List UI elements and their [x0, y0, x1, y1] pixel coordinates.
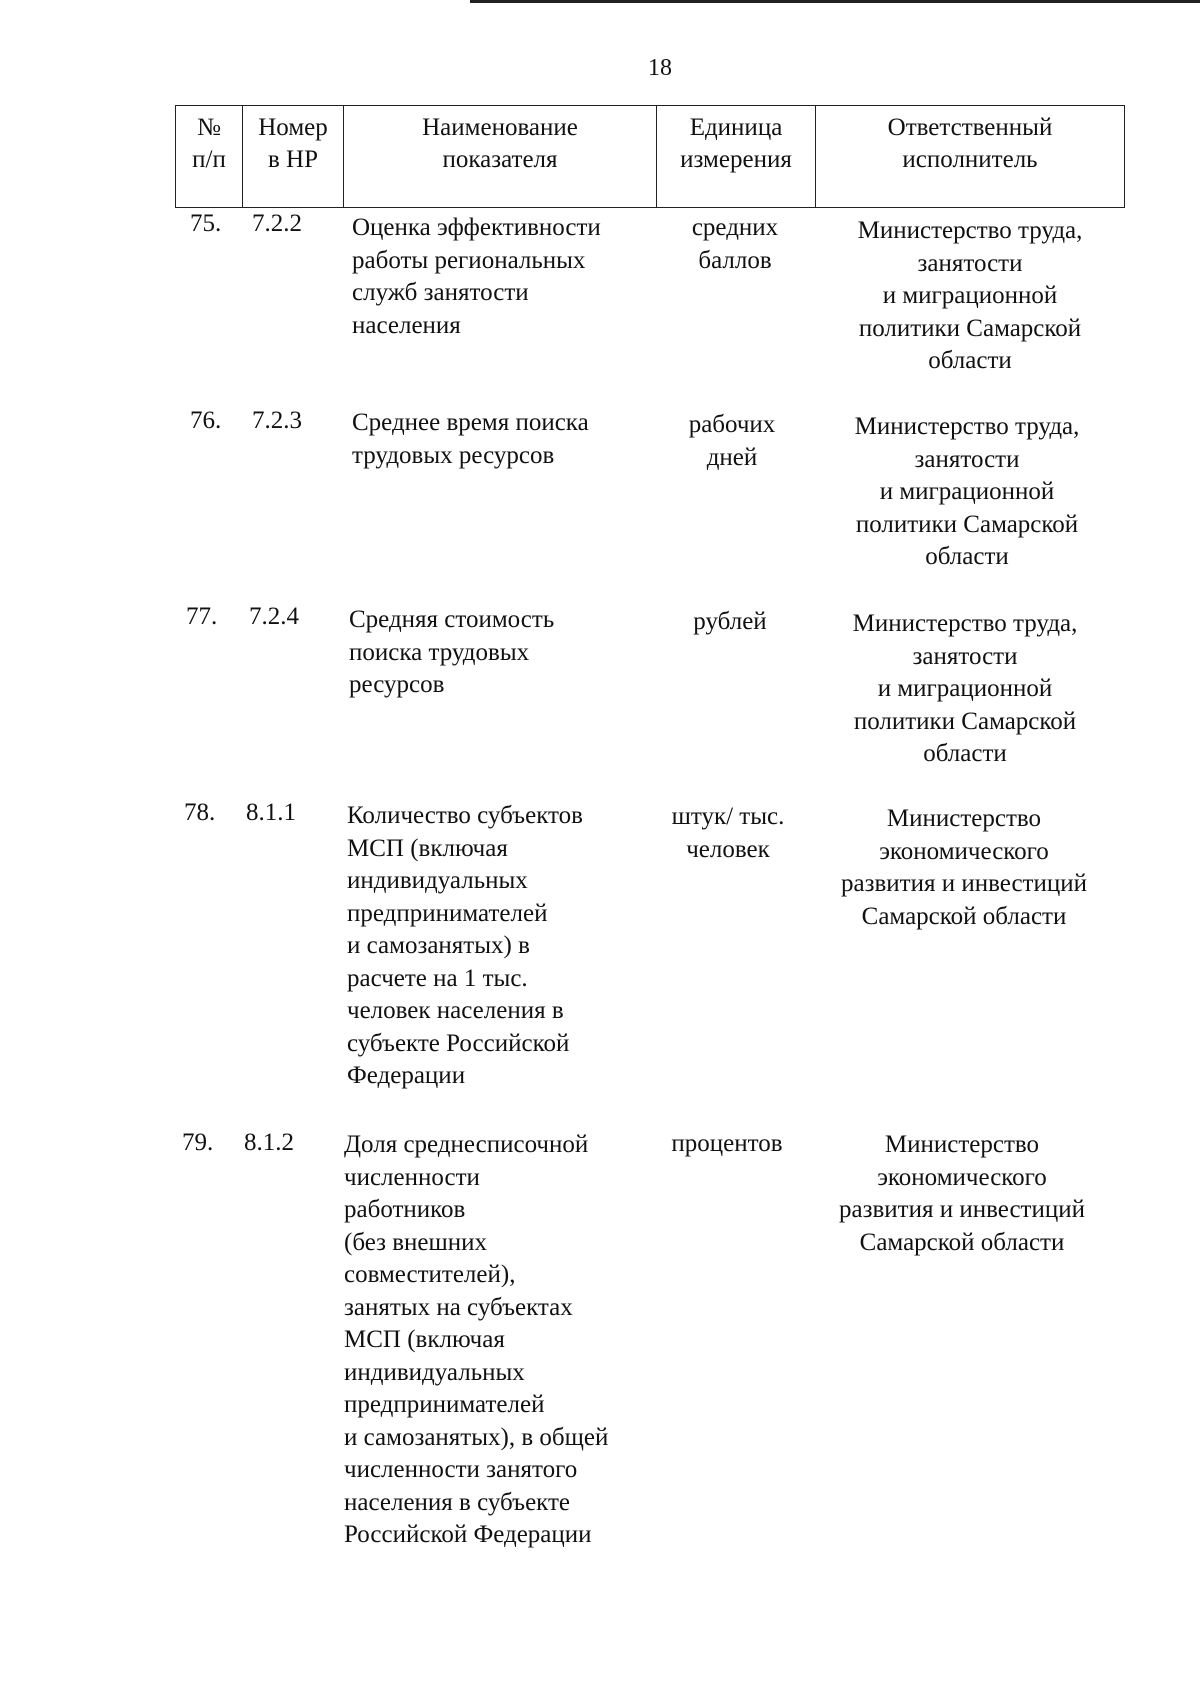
text-line: Министерство [886, 805, 1042, 832]
text-line: работников [344, 1196, 466, 1223]
text-line: процентов [671, 1130, 783, 1157]
header-col-responsible [815, 105, 1125, 208]
text-line: Министерство [884, 1131, 1040, 1158]
text-line: Количество субъектов [347, 802, 583, 829]
text-line: занятости [912, 642, 1018, 670]
text-line: развития и инвестиций [840, 870, 1087, 897]
text-line: экономического [877, 1163, 1047, 1191]
row-indicator-name [349, 604, 554, 702]
header-text: Номер [258, 114, 328, 141]
text-line: Самарской области [859, 1228, 1065, 1256]
row-number: 79. [182, 1129, 214, 1156]
text-line: Самарской области [861, 902, 1067, 930]
text-line: предпринимателей [347, 899, 548, 927]
header-text: измерения [680, 146, 792, 173]
row-code: 8.1.1 [246, 799, 296, 826]
header-text: Ответственный [887, 114, 1053, 141]
row-unit [648, 801, 808, 866]
text-line: и самозанятых) в [347, 932, 530, 959]
header-col-name [343, 105, 657, 208]
text-line: развития и инвестиций [838, 1196, 1085, 1223]
text-line: субъекте Российской [347, 1029, 570, 1057]
text-line: занятости [917, 249, 1023, 277]
text-line: человек населения в [347, 997, 564, 1024]
text-line: и миграционной [879, 478, 1055, 505]
text-line: человек [686, 835, 770, 863]
text-line: занятых на субъектах [344, 1293, 573, 1321]
text-line: численности занятого [344, 1456, 578, 1483]
page-number: 18 [648, 55, 672, 81]
row-indicator-name [352, 407, 589, 472]
text-line: (без внешних [344, 1228, 488, 1256]
text-line: Министерство труда, [857, 217, 1083, 244]
top-rule [470, 0, 1200, 3]
text-line: индивидуальных [347, 867, 528, 894]
header-col-code [242, 105, 344, 208]
row-number: 75. [190, 210, 222, 237]
text-line: населения в субъекте [344, 1488, 571, 1516]
header-text: п/п [192, 146, 226, 173]
header-text: показателя [442, 146, 558, 173]
text-line: экономического [879, 837, 1049, 865]
text-line: области [925, 543, 1009, 570]
row-unit [647, 1128, 807, 1161]
text-line: ресурсов [349, 671, 445, 698]
text-line: МСП (включая [344, 1326, 505, 1353]
row-number: 78. [184, 799, 216, 826]
text-line: политики Самарской [853, 707, 1077, 735]
header-text: Единица [689, 114, 783, 141]
text-line: Средняя стоимость [349, 606, 555, 633]
text-line: Министерство труда, [852, 610, 1078, 637]
header-text: Наименование [422, 114, 578, 141]
text-line: работы региональных [352, 246, 586, 274]
row-unit [655, 212, 815, 277]
row-number: 76. [190, 407, 222, 434]
text-line: дней [706, 443, 758, 471]
header-col-unit [656, 105, 816, 208]
text-line: служб занятости [352, 279, 529, 306]
header-col-number [175, 105, 243, 208]
header-text: № [197, 114, 221, 141]
text-line: индивидуальных [344, 1358, 525, 1386]
text-line: численности [344, 1163, 480, 1191]
row-code: 7.2.2 [252, 210, 302, 237]
text-line: занятости [914, 445, 1020, 473]
row-responsible [815, 215, 1125, 378]
row-responsible [806, 1129, 1118, 1259]
text-line: предпринимателей [344, 1391, 545, 1418]
text-line: совместителей), [344, 1261, 516, 1288]
text-line: Министерство труда, [854, 413, 1080, 440]
text-line: МСП (включая [347, 834, 508, 862]
text-line: и самозанятых), в общей [344, 1423, 609, 1451]
text-line: Федерации [347, 1062, 466, 1089]
text-line: штук/ тыс. [671, 803, 785, 830]
text-line: расчете на 1 тыс. [347, 964, 528, 992]
text-line: области [923, 740, 1007, 767]
row-unit [652, 409, 812, 474]
text-line: населения [352, 311, 461, 339]
row-responsible [810, 608, 1120, 771]
text-line: трудовых ресурсов [352, 441, 555, 469]
text-line: политики Самарской [855, 510, 1079, 538]
row-number: 77. [186, 603, 218, 630]
text-line: рабочих [688, 411, 776, 438]
row-code: 7.2.4 [249, 603, 299, 630]
text-line: средних [691, 214, 779, 241]
header-text: в НР [267, 146, 318, 173]
text-line: политики Самарской [858, 314, 1082, 342]
text-line: поиска трудовых [349, 638, 530, 666]
text-line: области [928, 347, 1012, 374]
header-text: исполнитель [902, 146, 1038, 173]
text-line: баллов [698, 246, 772, 274]
row-code: 7.2.3 [252, 407, 302, 434]
text-line: Среднее время поиска [352, 409, 589, 436]
text-line: Российской Федерации [344, 1521, 592, 1548]
row-code: 8.1.2 [244, 1129, 294, 1156]
text-line: Оценка эффективности [352, 214, 601, 241]
text-line: рублей [693, 608, 767, 635]
row-indicator-name [352, 212, 601, 342]
text-line: Доля среднесписочной [344, 1131, 589, 1158]
text-line: и миграционной [877, 675, 1053, 702]
row-unit [650, 606, 810, 639]
row-responsible [812, 411, 1122, 574]
row-responsible [808, 803, 1120, 933]
row-indicator-name [347, 800, 583, 1093]
text-line: и миграционной [882, 282, 1058, 309]
row-indicator-name [344, 1129, 608, 1552]
